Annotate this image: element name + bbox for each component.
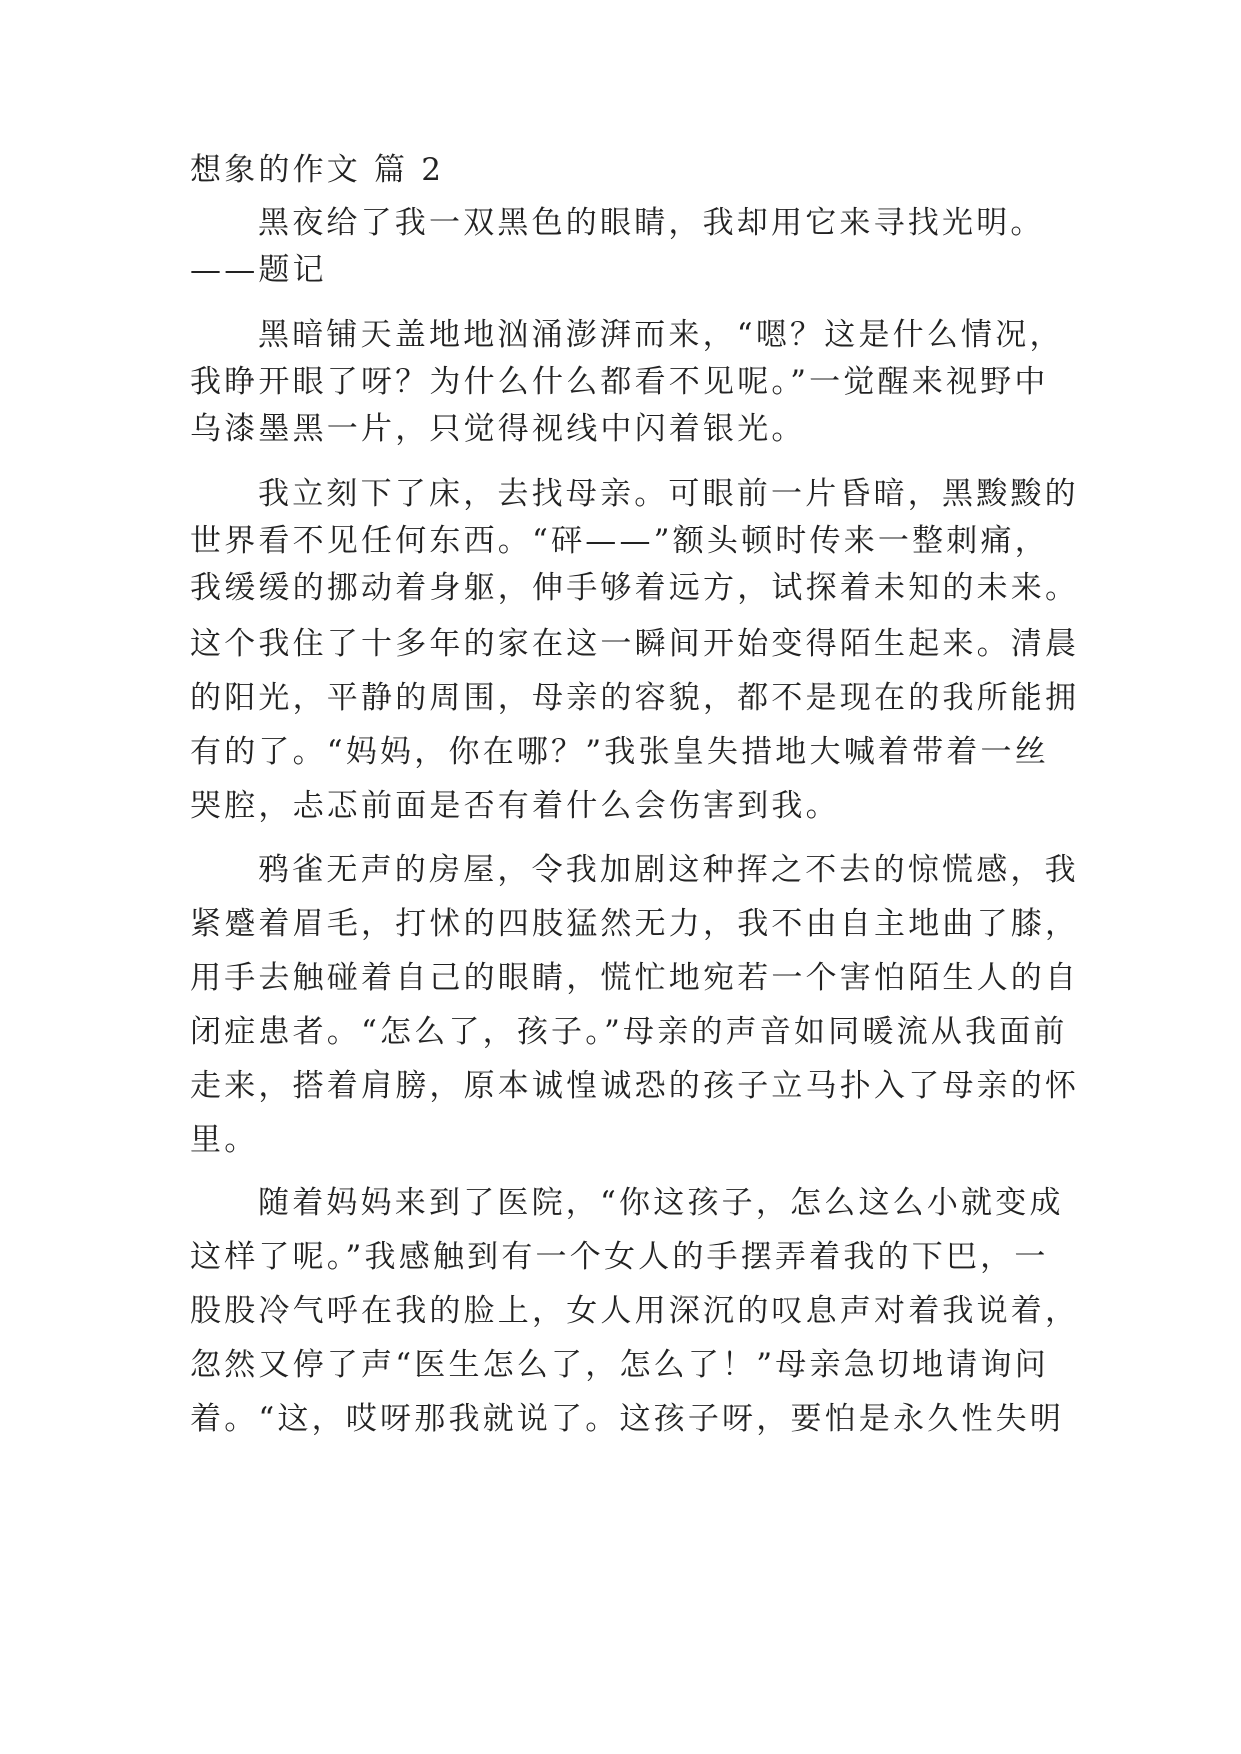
paragraph-line: 我缓缓的挪动着身躯，伸手够着远方，试探着未知的未来。 [190,570,1080,606]
paragraph-line: 走来，搭着肩膀，原本诚惶诚恐的孩子立马扑入了母亲的怀 [190,1068,1080,1104]
paragraph-line: 紧蹙着眉毛，打怵的四肢猛然无力，我不由自主地曲了膝， [190,906,1080,942]
epigraph-attribution: ——题记 [190,252,327,288]
paragraph-line: 用手去触碰着自己的眼睛，慌忙地宛若一个害怕陌生人的自 [190,960,1080,996]
paragraph-line: 随着妈妈来到了医院，“你这孩子，怎么这么小就变成 [258,1185,1064,1221]
paragraph-line: 股股冷气呼在我的脸上，女人用深沉的叹息声对着我说着， [190,1293,1080,1329]
paragraph-line: 这样了呢。”我感触到有一个女人的手摆弄着我的下巴，一 [190,1239,1049,1275]
paragraph-line: 里。 [190,1122,259,1158]
paragraph-line: 我睁开眼了呀？为什么什么都看不见呢。”一觉醒来视野中 [190,364,1049,400]
paragraph-line: 着。“这，哎呀那我就说了。这孩子呀，要怕是永久性失明 [190,1401,1065,1437]
paragraph-line: 忽然又停了声“医生怎么了，怎么了！”母亲急切地请询问 [190,1347,1049,1383]
epigraph-line: 黑夜给了我一双黑色的眼睛，我却用它来寻找光明。 [258,205,1045,241]
paragraph-line: 闭症患者。“怎么了，孩子。”母亲的声音如同暖流从我面前 [190,1014,1068,1050]
paragraph-line: 世界看不见任何东西。“砰——”额头顿时传来一整刺痛， [190,523,1049,559]
paragraph-line: 鸦雀无声的房屋，令我加剧这种挥之不去的惊慌感，我 [258,852,1079,888]
paragraph-line: 乌漆墨黑一片，只觉得视线中闪着银光。 [190,411,806,447]
paragraph-line: 哭腔，忐忑前面是否有着什么会伤害到我。 [190,788,840,824]
paragraph-line: 的阳光，平静的周围，母亲的容貌，都不是现在的我所能拥 [190,680,1080,716]
paragraph-line: 我立刻下了床，去找母亲。可眼前一片昏暗，黑黢黢的 [258,476,1079,512]
paragraph-line: 这个我住了十多年的家在这一瞬间开始变得陌生起来。清晨 [190,626,1080,662]
paragraph-line: 有的了。“妈妈，你在哪？”我张皇失措地大喊着带着一丝 [190,734,1049,770]
paragraph-line: 黑暗铺天盖地地汹涌澎湃而来，“嗯？这是什么情况， [258,317,1064,353]
document-title: 想象的作文 篇 2 [190,152,445,188]
